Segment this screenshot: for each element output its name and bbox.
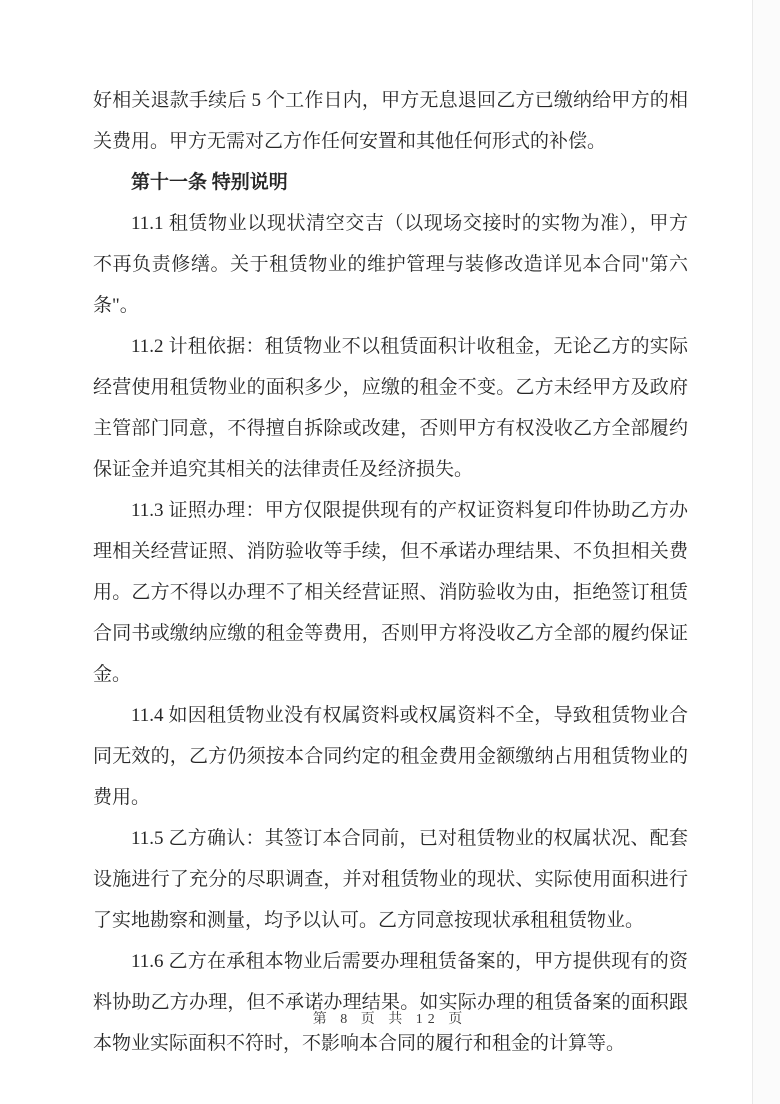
page-number-indicator: 第 8 页 共 12 页	[312, 1012, 468, 1027]
clause-11-4: 11.4 如因租赁物业没有权属资料或权属资料不全，导致租赁物业合同无效的，乙方仍须按本合同约定的租金费用金额缴纳占用租赁物业的费用。	[93, 705, 688, 808]
paragraph-continued: 好相关退款手续后 5 个工作日内，甲方无息退回乙方已缴纳给甲方的相关费用。甲方无需对乙方作任何安置和其他任何形式的补偿。	[93, 90, 688, 152]
scan-edge-strip	[753, 0, 780, 1104]
clause-11-6: 11.6 乙方在承租本物业后需要办理租赁备案的，甲方提供现有的资料协助乙方办理，但不承诺办理结果。如实际办理的租赁备案的面积跟本物业实际面积不符时，不影响本合同的履行和租金的计算等。	[93, 951, 688, 1054]
article-11-heading: 第十一条 特别说明	[131, 172, 288, 193]
clause-11-3: 11.3 证照办理：甲方仅限提供现有的产权证资料复印件协助乙方办理相关经营证照、消防验收等手续，但不承诺办理结果、不负担相关费用。乙方不得以办理不了相关经营证照、消防验收为由，拒绝签订租赁合同书或缴纳应缴的租金等费用，否则甲方将没收乙方全部的履约保证金。	[93, 500, 688, 685]
clause-11-5: 11.5 乙方确认：其签订本合同前，已对租赁物业的权属状况、配套设施进行了充分的尽职调查，并对租赁物业的现状、实际使用面积进行了实地勘察和测量，均予以认可。乙方同意按现状承租租赁物业。	[93, 828, 688, 931]
clause-11-1: 11.1 租赁物业以现状清空交吉（以现场交接时的实物为准），甲方不再负责修缮。关于租赁物业的维护管理与装修改造详见本合同"第六条"。	[93, 213, 688, 316]
contract-body	[93, 80, 688, 1064]
clause-11-2: 11.2 计租依据：租赁物业不以租赁面积计收租金，无论乙方的实际经营使用租赁物业的面积多少，应缴的租金不变。乙方未经甲方及政府主管部门同意，不得擅自拆除或改建，否则甲方有权没收乙方全部履约保证金并追究其相关的法律责任及经济损失。	[93, 336, 688, 480]
page-edge-shadow	[752, 0, 753, 1104]
